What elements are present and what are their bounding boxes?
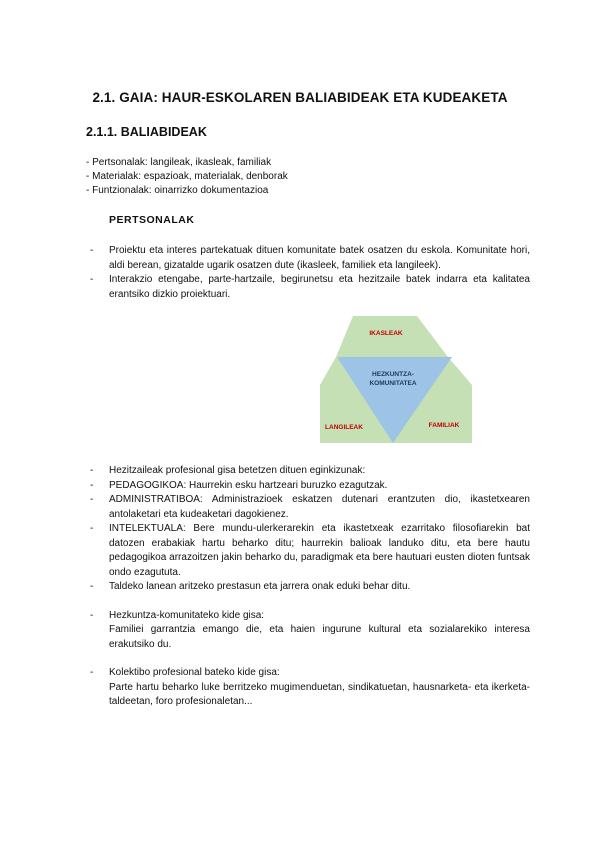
list-item: - PEDAGOGIKOA: Haurrekin esku hartzeari buruzko ezagutzak. — [90, 479, 388, 491]
label-langileak: LANGILEAK — [325, 424, 363, 431]
summary-line: - Pertsonalak: langileak, ikasleak, familiak — [86, 157, 272, 168]
resources-summary — [86, 156, 288, 198]
list-item: - Hezitzaileak profesional gisa betetzen dituen eginkizunak: — [90, 465, 366, 476]
community-diagram — [316, 312, 476, 446]
bullet-dash: - — [90, 245, 94, 256]
bullet-dash: - — [90, 274, 94, 285]
summary-line: - Materialak: espazioak, materialak, denborak — [86, 171, 288, 182]
list-item: - Taldeko lanean aritzeko prestasun eta jarrera onak eduki behar ditu. — [90, 581, 411, 592]
roles-list — [86, 464, 530, 710]
label-ikasleak: IKASLEAK — [369, 330, 403, 337]
label-familiak: FAMILIAK — [428, 422, 460, 429]
svg-text:KOMUNITATEA: KOMUNITATEA — [369, 380, 417, 387]
section-heading: 2.1.1. BALIABIDEAK — [86, 125, 207, 139]
page-title: 2.1. GAIA: HAUR-ESKOLAREN BALIABIDEAK ETA KUDEAKETA — [92, 90, 508, 105]
list-item: - ADMINISTRATIBOA: Administrazioek eskatzen dutenari erantzuten dio, ikastetxearen antolaketari eta kudeaketari dagokienez. — [90, 494, 530, 520]
subsection-heading: PERTSONALAK — [109, 214, 195, 226]
list-item: - Kolektibo profesional bateko kide gisa: Parte hartu beharko luke berritzeko mugimenduetan, sindikatuetan, hausnarketa- eta ikerketa-taldeetan, foro profesionaletan... — [90, 667, 530, 707]
summary-line: - Funtzionalak: oinarrizko dokumentazioa — [86, 185, 269, 196]
list-item: - Hezkuntza-komunitateko kide gisa: Familiei garrantzia emango die, eta haien ingurune kultural eta sozialarekiko interesa erakutsiko du. — [90, 609, 530, 650]
community-list — [86, 244, 530, 302]
list-item: - Interakzio etengabe, parte-hartzaile, begirunetsu eta hezitzaile batek indarra eta kalitatea erantsiko dizkio proiektuari. — [90, 274, 530, 300]
list-item: - Proiektu eta interes partekatuak dituen komunitate batek osatzen du eskola. Komunitate hori, aldi berean, gizatalde ugarik osatzen dute (ikasleek, familiek eta langileek). — [90, 245, 530, 271]
list-item: - INTELEKTUALA: Bere mundu-ulerkerarekin eta ikastetxeak ezarritako filosofiarekin bat datozen erabakiak hartu beharko ditu; haurrekin balioak landuko ditu, eta bere hautu pedagogikoa arrazoitzen jakin beharko du, paradigmak eta bere hautuari eusten dioten funtsak ondo ezagututa. — [90, 523, 530, 578]
svg-text:HEZKUNTZA-: HEZKUNTZA- — [372, 371, 414, 378]
